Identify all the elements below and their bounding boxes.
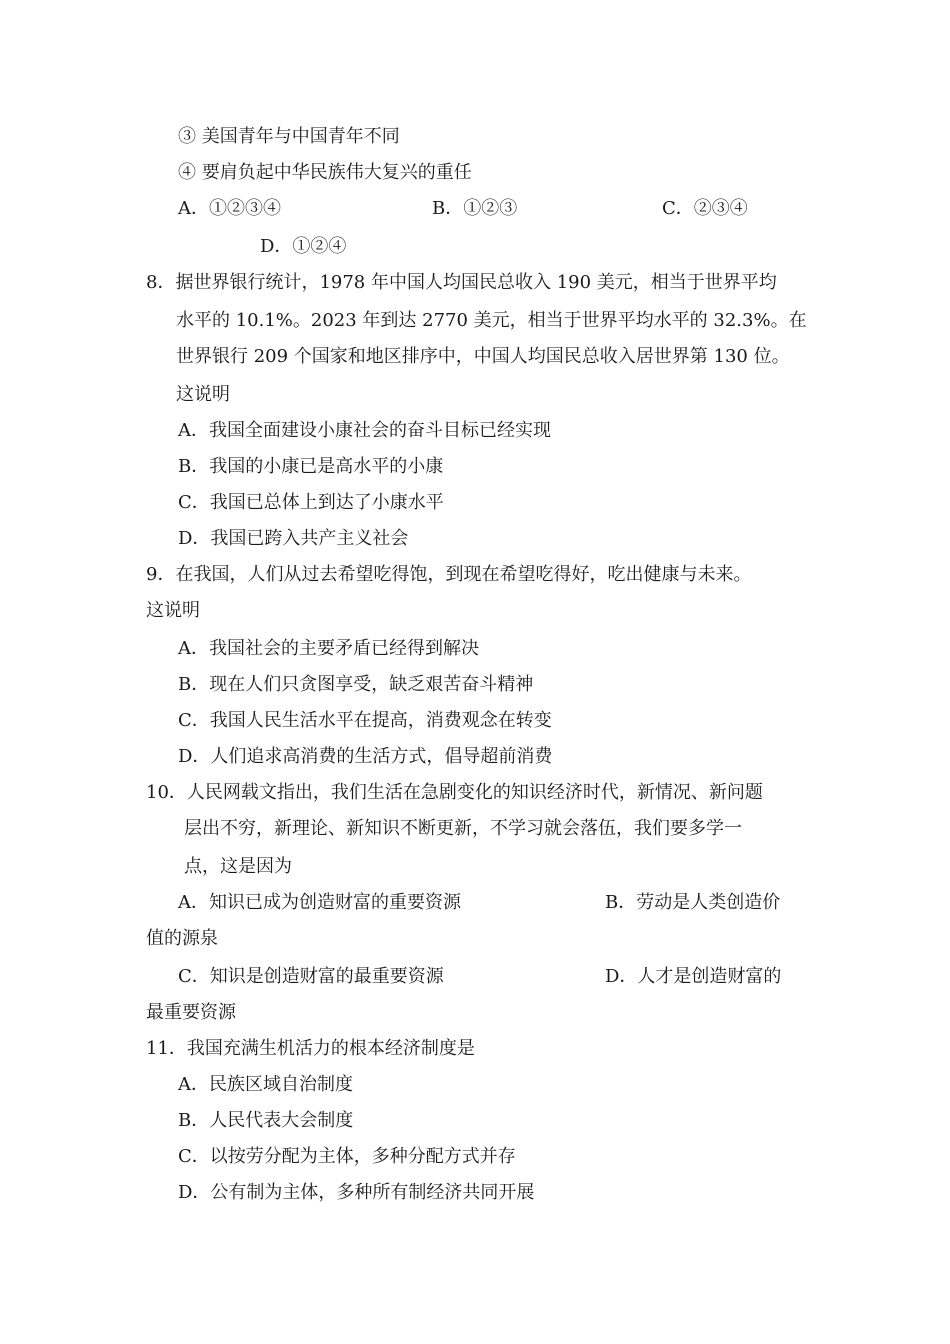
q10-stem-line-3: 点，这是因为: [184, 856, 292, 877]
q8-option-b: B．我国的小康已是高水平的小康: [178, 456, 444, 477]
q9-stem-line-2: 这说明: [146, 600, 200, 621]
q7-option-c: C．②③④: [662, 198, 748, 219]
q9-option-a: A．我国社会的主要矛盾已经得到解决: [178, 638, 479, 659]
q11-option-d: D．公有制为主体，多种所有制经济共同开展: [178, 1182, 535, 1203]
q9-option-c: C．我国人民生活水平在提高，消费观念在转变: [178, 710, 552, 731]
q11-option-b: B．人民代表大会制度: [178, 1110, 354, 1131]
q11-option-a: A．民族区域自治制度: [178, 1074, 353, 1095]
q7-option-b: B．①②③: [432, 198, 518, 219]
q7-option-d: D．①②④: [260, 236, 347, 257]
q10-option-d: D．人才是创造财富的: [605, 966, 782, 987]
q11-option-c: C．以按劳分配为主体，多种分配方式并存: [178, 1146, 516, 1167]
q9-option-d: D．人们追求高消费的生活方式，倡导超前消费: [178, 746, 553, 767]
q10-option-d-continued: 最重要资源: [146, 1002, 236, 1023]
q10-option-c: C．知识是创造财富的最重要资源: [178, 966, 444, 987]
q10-option-b-continued: 值的源泉: [146, 928, 218, 949]
q9-option-b: B．现在人们只贪图享受，缺乏艰苦奋斗精神: [178, 674, 534, 695]
q8-stem-line-4: 这说明: [176, 384, 230, 405]
q10-stem-line-2: 层出不穷，新理论、新知识不断更新，不学习就会落伍，我们要多学一: [184, 818, 742, 839]
q7-item-4: ④ 要肩负起中华民族伟大复兴的重任: [178, 162, 472, 183]
q10-option-a: A．知识已成为创造财富的重要资源: [178, 892, 461, 913]
q10-option-b: B．劳动是人类创造价: [605, 892, 781, 913]
q10-stem-line-1: 10．人民网载文指出，我们生活在急剧变化的知识经济时代，新情况、新问题: [146, 782, 763, 803]
q8-stem-line-2: 水平的 10.1%。2023 年到达 2770 美元，相当于世界平均水平的 32.3%。在: [176, 310, 807, 331]
q8-option-d: D．我国已跨入共产主义社会: [178, 528, 409, 549]
q7-option-a: A．①②③④: [178, 198, 281, 219]
q8-option-a: A．我国全面建设小康社会的奋斗目标已经实现: [178, 420, 551, 441]
q8-option-c: C．我国已总体上到达了小康水平: [178, 492, 444, 513]
q11-stem-line-1: 11．我国充满生机活力的根本经济制度是: [146, 1038, 475, 1059]
q8-stem-line-1: 8．据世界银行统计，1978 年中国人均国民总收入 190 美元，相当于世界平均: [146, 272, 777, 293]
q8-stem-line-3: 世界银行 209 个国家和地区排序中，中国人均国民总收入居世界第 130 位。: [176, 346, 790, 367]
q7-item-3: ③ 美国青年与中国青年不同: [178, 126, 400, 147]
q9-stem-line-1: 9．在我国，人们从过去希望吃得饱，到现在希望吃得好，吃出健康与未来。: [146, 564, 752, 585]
